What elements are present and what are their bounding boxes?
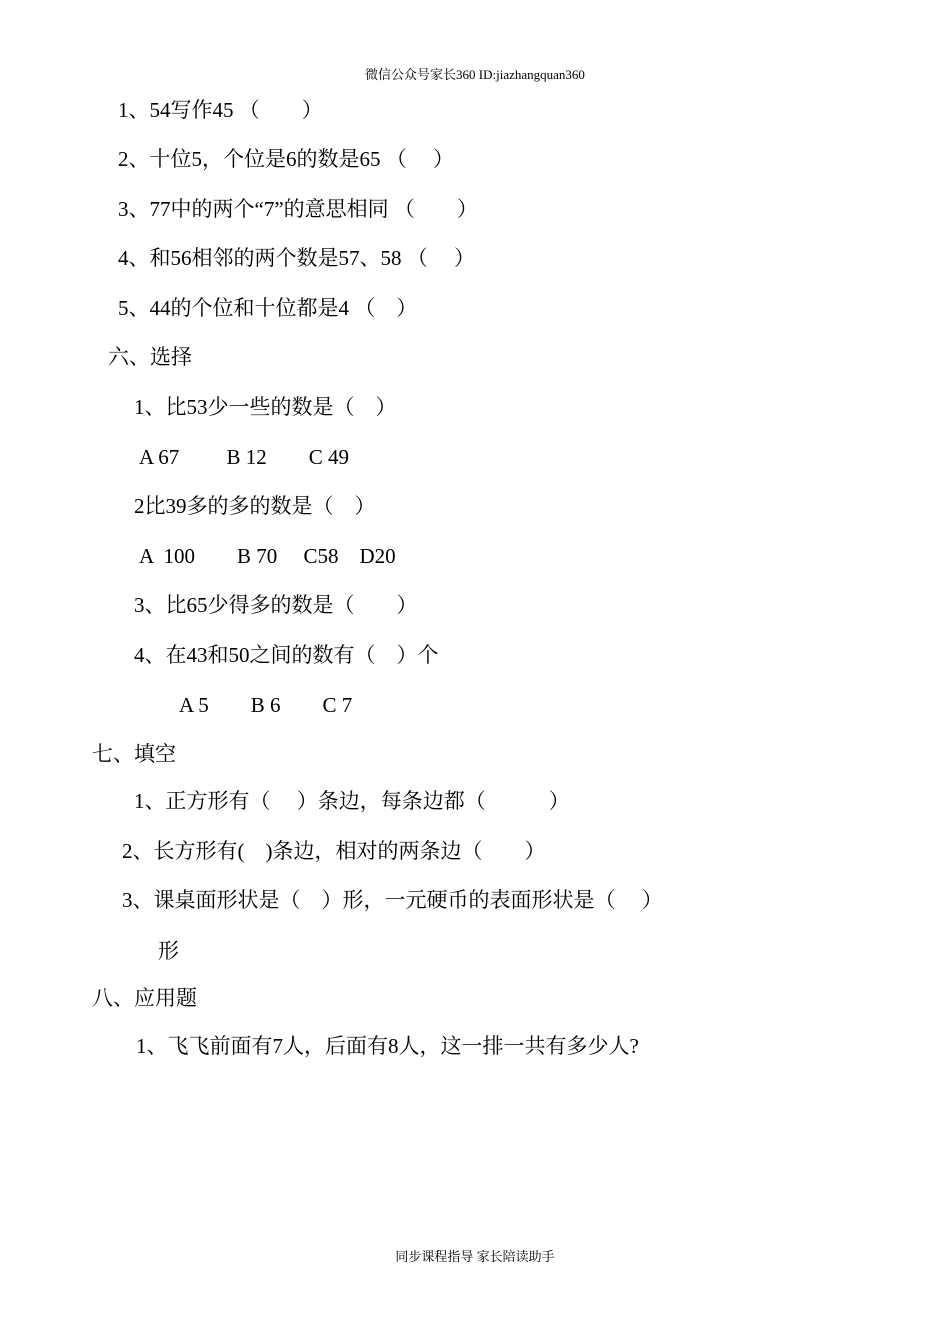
section-6-question-1-options: A 67 B 12 C 49: [139, 445, 350, 469]
true-false-item-4: 4、和56相邻的两个数是57、58 （ ）: [118, 246, 475, 270]
section-6-question-4-options: A 5 B 6 C 7: [179, 693, 353, 717]
section-8-question-1: 1、飞飞前面有7人，后面有8人，这一排一共有多少人?: [136, 1034, 639, 1058]
section-7-question-2: 2、长方形有( )条边，相对的两条边（ ）: [122, 839, 546, 863]
section-8-title: 八、应用题: [92, 986, 197, 1010]
section-6-question-4: 4、在43和50之间的数有（ ）个: [134, 643, 439, 667]
page-footer: 同步课程指导 家长陪读助手: [395, 1249, 555, 1264]
section-6-question-2-options: A 100 B 70 C58 D20: [139, 544, 396, 568]
true-false-item-3: 3、77中的两个“7”的意思相同 （ ）: [118, 197, 478, 221]
section-6-question-3: 3、比65少得多的数是（ ）: [134, 593, 418, 617]
true-false-item-2: 2、十位5，个位是6的数是65 （ ）: [118, 147, 454, 171]
true-false-item-5: 5、44的个位和十位都是4 （ ）: [118, 296, 418, 320]
section-7-question-3-continuation: 形: [158, 939, 179, 963]
section-6-title: 六、选择: [108, 345, 192, 369]
section-6-question-1: 1、比53少一些的数是（ ）: [134, 395, 397, 419]
section-6-question-2: 2比39多的多的数是（ ）: [134, 494, 376, 518]
section-7-question-1: 1、正方形有（ ）条边，每条边都（ ）: [134, 789, 570, 813]
true-false-item-1: 1、54写作45 （ ）: [118, 98, 323, 122]
section-7-question-3: 3、课桌面形状是（ ）形，一元硬币的表面形状是（ ）: [122, 888, 663, 912]
page-header: 微信公众号家长360 ID:jiazhangquan360: [365, 67, 585, 82]
section-7-title: 七、填空: [92, 742, 176, 766]
